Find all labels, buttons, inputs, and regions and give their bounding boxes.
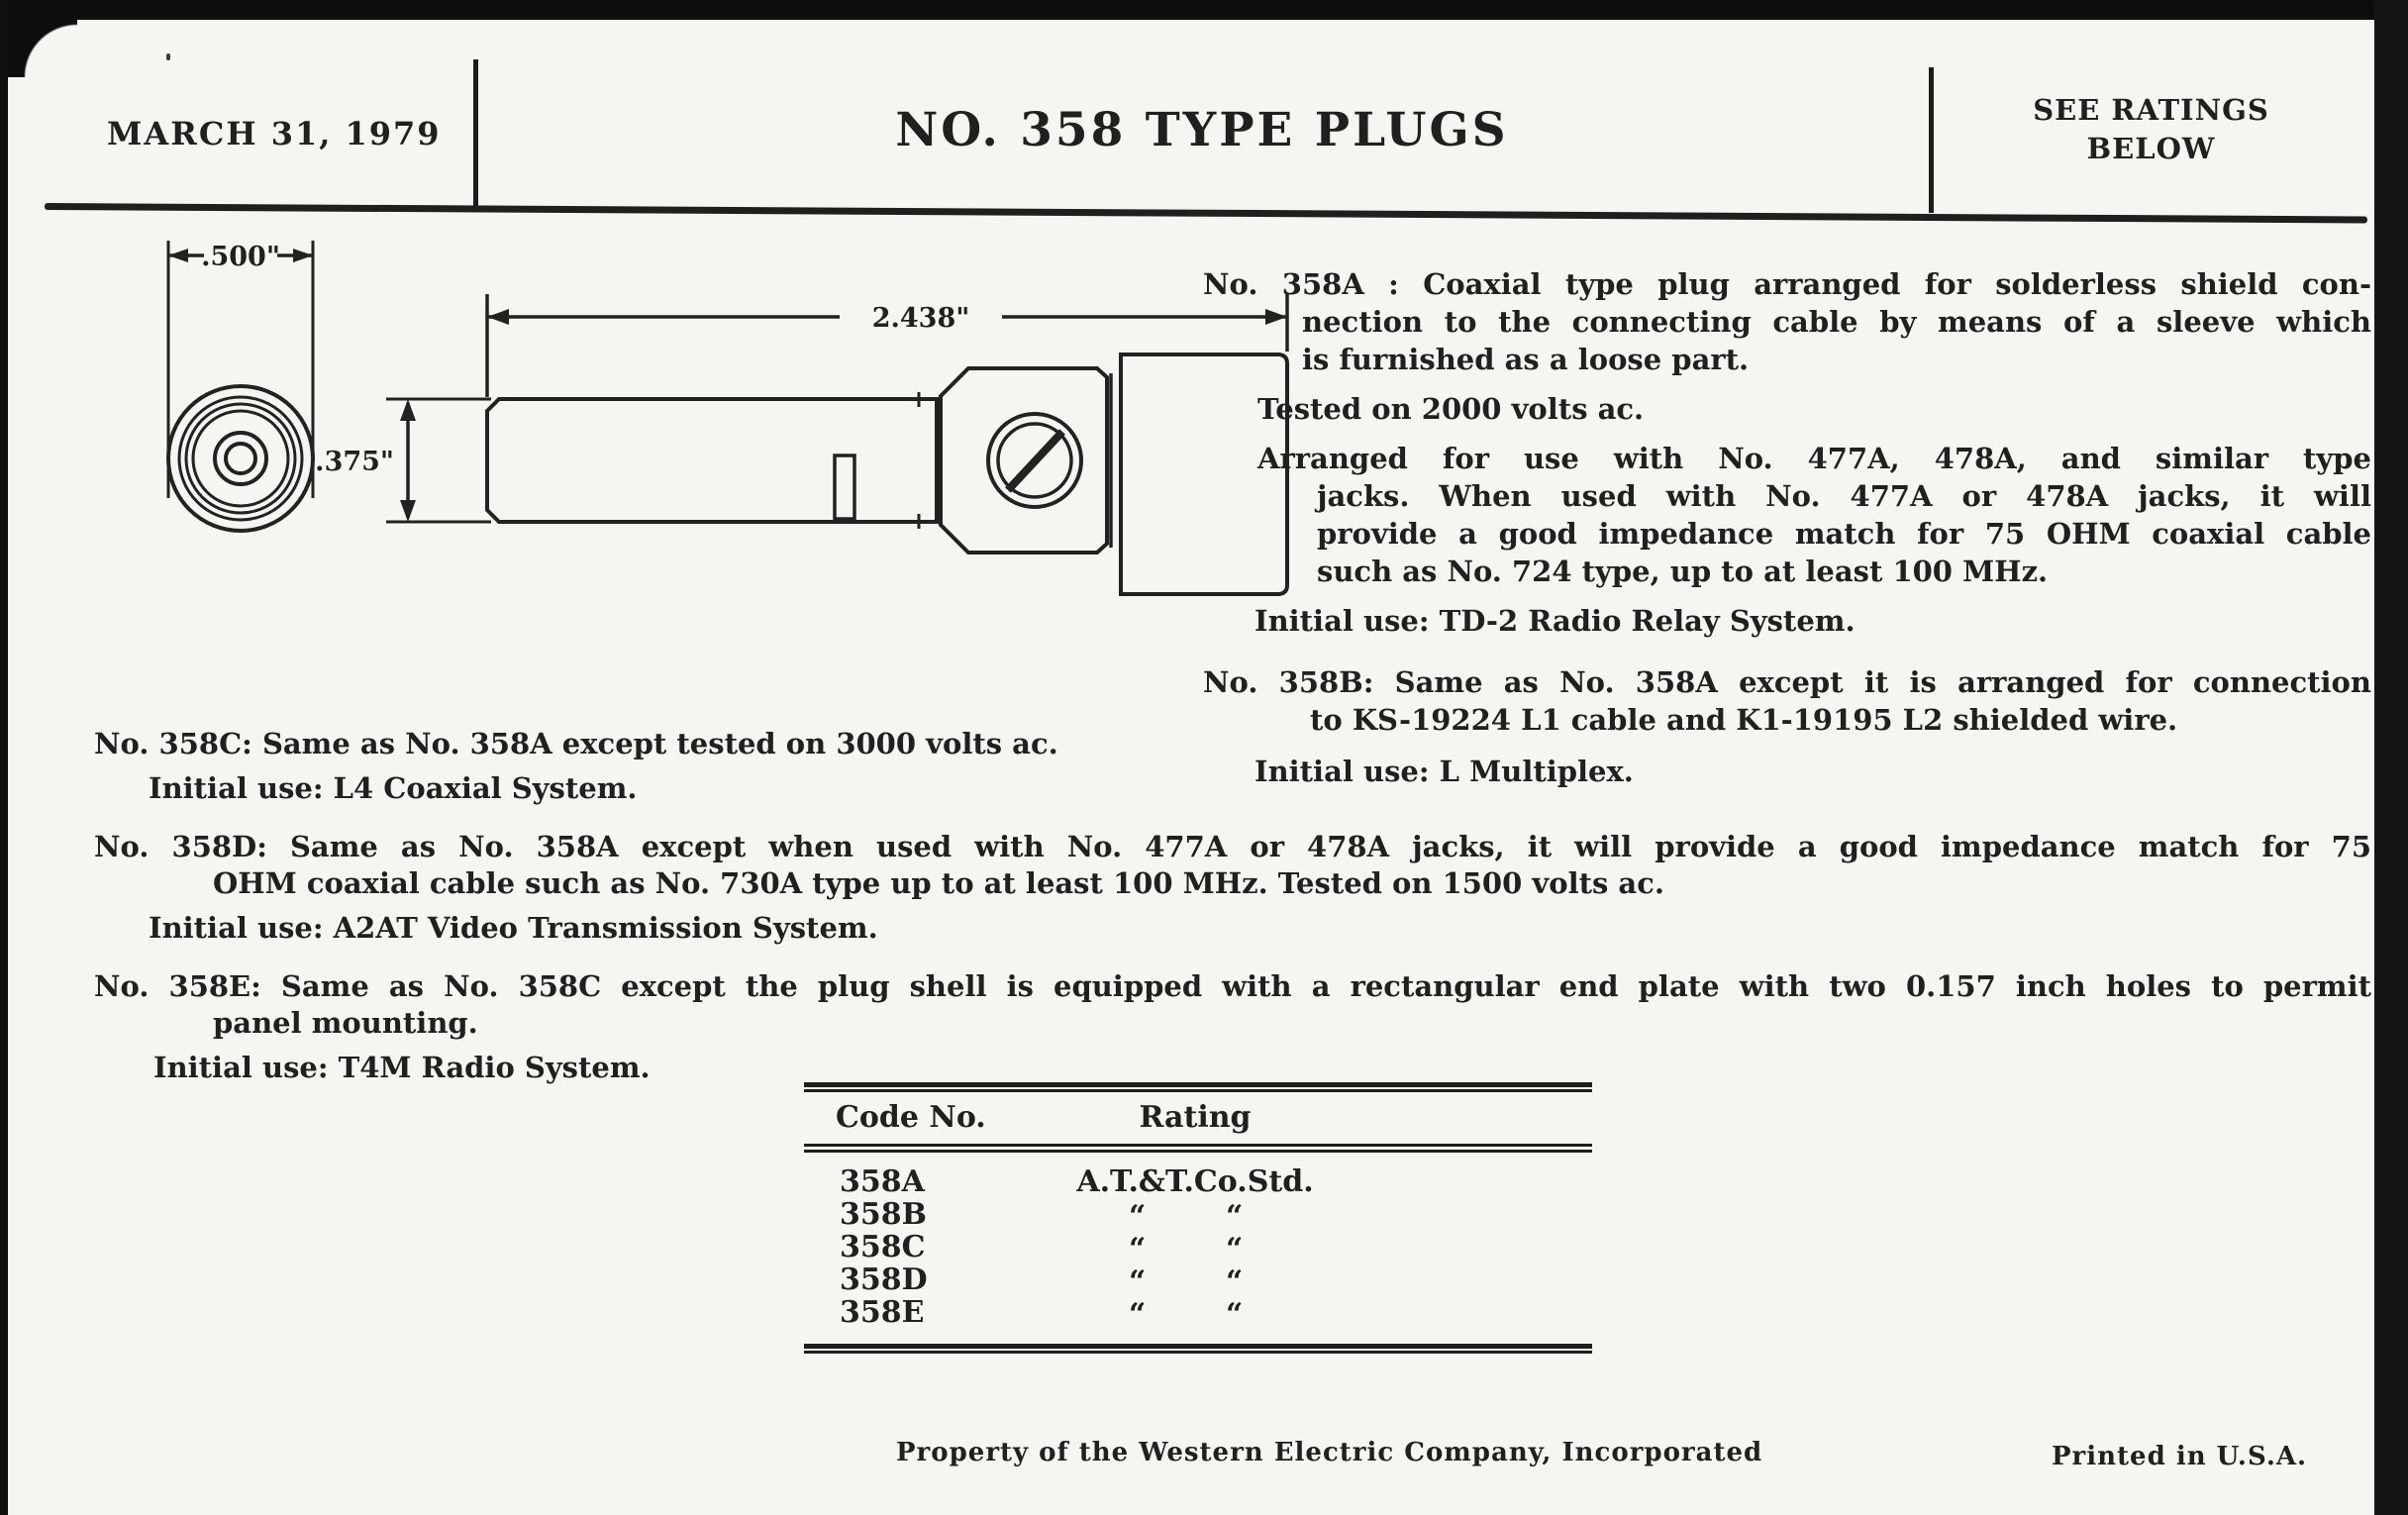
table-body: [804, 1153, 1592, 1344]
header-rule: [45, 203, 2367, 224]
code-no-cell: 358B: [840, 1197, 927, 1232]
table-header-code: Code No.: [836, 1100, 986, 1135]
ditto-mark: “: [1226, 1264, 1244, 1299]
table-row: [804, 1262, 1592, 1299]
ratings-note-line2: BELOW: [2086, 132, 2216, 165]
plug-front-view: [168, 386, 313, 531]
rating-cell: A.T.&T.Co.Std.: [1076, 1164, 1314, 1199]
spec-text-line: jacks. When used with No. 477A or 478A jacks, it will: [1317, 479, 2371, 513]
table-row: [804, 1295, 1592, 1332]
scan-speck: [166, 53, 170, 60]
spec-text-line: No. 358E: Same as No. 358C except the plug shell is equipped with a rectangular end plate with two 0.157 inch holes to permit: [94, 969, 2371, 1003]
table-rule-top: [804, 1082, 1592, 1092]
spec-text-line: Tested on 2000 volts ac.: [1257, 392, 1645, 426]
height-dim-label: .375": [315, 447, 394, 477]
spec-text-line: Initial use: TD-2 Radio Relay System.: [1254, 604, 1856, 638]
table-header-rating: Rating: [1139, 1100, 1252, 1135]
ditto-mark: “: [1129, 1264, 1147, 1299]
property-notice: Property of the Western Electric Company, Incorporated: [896, 1438, 1763, 1467]
scan-edge-left: [0, 0, 8, 1515]
spec-text-line: Initial use: L Multiplex.: [1254, 755, 1634, 788]
dimension-height: [386, 399, 491, 522]
spec-text-line: Initial use: T4M Radio System.: [153, 1051, 651, 1084]
table-row: [804, 1197, 1592, 1234]
spec-text-line: Initial use: L4 Coaxial System.: [149, 771, 638, 805]
table-rule-bottom: [804, 1344, 1592, 1354]
dimension-diameter: [168, 241, 313, 498]
spec-text-line: provide a good impedance match for 75 OHM coaxial cable: [1317, 517, 2371, 551]
plug-drawing-svg: [59, 233, 1307, 609]
spec-text-line: No. 358C: Same as No. 358A except tested on 3000 volts ac.: [94, 727, 1058, 760]
table-rule-header: [804, 1144, 1592, 1153]
document-date: MARCH 31, 1979: [107, 115, 442, 152]
printed-in-usa: Printed in U.S.A.: [2052, 1442, 2308, 1471]
code-no-cell: 358D: [840, 1262, 928, 1297]
spec-text-line: Initial use: A2AT Video Transmission System.: [149, 911, 878, 945]
ratings-table: [804, 1082, 1592, 1354]
diameter-dim-label: .500": [201, 242, 280, 272]
ditto-mark: “: [1226, 1297, 1244, 1332]
spec-text-line: Arranged for use with No. 477A, 478A, and similar type: [1257, 442, 2371, 475]
ditto-mark: “: [1226, 1199, 1244, 1234]
header-divider-right: [1929, 67, 1934, 213]
ditto-mark: “: [1129, 1199, 1147, 1234]
ratings-note-line1: SEE RATINGS: [2033, 93, 2269, 127]
spec-column-right: [1203, 265, 2371, 790]
table-row: [804, 1230, 1592, 1266]
spec-text-line: to KS-19224 L1 cable and K1-19195 L2 shielded wire.: [1310, 703, 2178, 737]
code-no-cell: 358A: [840, 1164, 925, 1199]
plug-technical-drawing: [59, 233, 1307, 609]
spec-column-full: [94, 726, 2371, 1086]
scan-edge-top: [0, 0, 2408, 20]
ditto-mark: “: [1129, 1232, 1147, 1266]
length-dim-label: 2.438": [871, 303, 970, 334]
spec-text-line: No. 358D: Same as No. 358A except when used with No. 477A or 478A jacks, it will provide a good impedance match for 75: [94, 830, 2371, 863]
ratings-note: [1936, 91, 2366, 168]
page-title: NO. 358 TYPE PLUGS: [895, 103, 1509, 157]
header-divider-left: [473, 59, 478, 210]
spec-text-line: No. 358A : Coaxial type plug arranged for solderless shield con-: [1203, 267, 2371, 301]
spec-text-line: nection to the connecting cable by means of a sleeve which: [1302, 305, 2371, 339]
spec-text-line: panel mounting.: [213, 1006, 478, 1040]
scan-edge-right: [2374, 0, 2408, 1515]
plug-side-view: [487, 354, 1287, 594]
table-row: [804, 1164, 1592, 1197]
ditto-mark: “: [1129, 1297, 1147, 1332]
spec-text-line: such as No. 724 type, up to at least 100 MHz.: [1317, 555, 2049, 588]
table-header-row: [804, 1092, 1592, 1144]
spec-text-line: is furnished as a loose part.: [1302, 343, 1750, 376]
spec-text-line: OHM coaxial cable such as No. 730A type up to at least 100 MHz. Tested on 1500 volts ac.: [213, 866, 1664, 900]
code-no-cell: 358C: [840, 1230, 926, 1264]
ditto-mark: “: [1226, 1232, 1244, 1266]
spec-text-line: No. 358B: Same as No. 358A except it is arranged for connection: [1203, 665, 2371, 699]
code-no-cell: 358E: [840, 1295, 925, 1330]
